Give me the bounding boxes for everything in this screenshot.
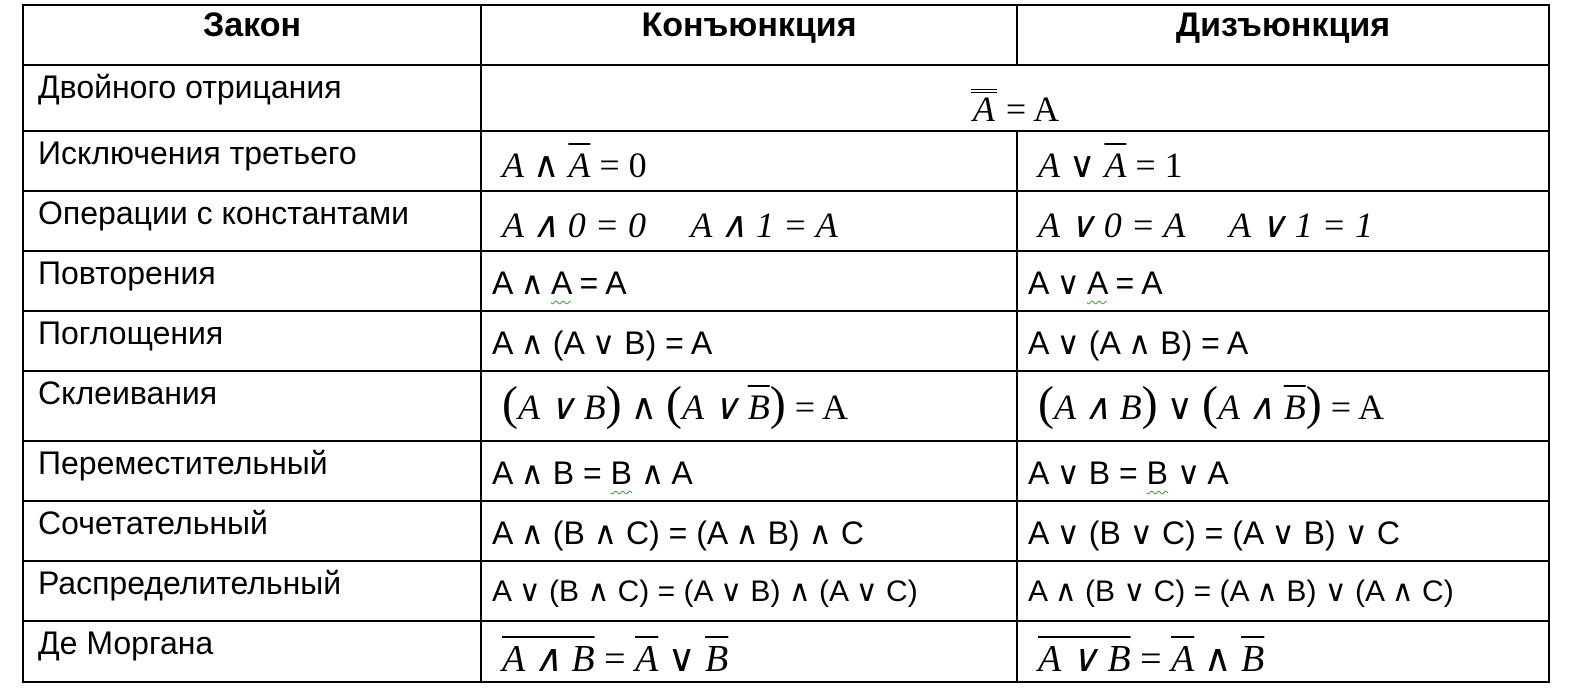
formula-conjunction: A ∧ A = A [481, 251, 1017, 311]
row-double-negation [23, 65, 1549, 131]
formula-disjunction: A ∨ $\overline{A} = 1$ [1017, 131, 1549, 191]
row-distributive [23, 561, 1549, 621]
row-excluded-middle [23, 131, 1549, 191]
law-name: Поглощения [23, 311, 481, 371]
header-disjunction: Дизъюнкция [1017, 5, 1549, 65]
formula-disjunction: (A ∧ B) ∨ (A ∧ $\overline{B}) = A$ [1017, 371, 1549, 441]
formula-disjunction: A ∨ B = B ∨ A [1017, 441, 1549, 501]
formula-conjunction: A ∧ (A ∨ B) = A [481, 311, 1017, 371]
law-name: Сочетательный [23, 501, 481, 561]
formula-disjunction: A ∨ (B ∨ C) = (A ∨ B) ∨ C [1017, 501, 1549, 561]
formula-disjunction: A ∨ A = A [1017, 251, 1549, 311]
row-de-morgan [23, 621, 1549, 682]
header-law: Закон [23, 5, 481, 65]
law-name: Де Моргана [23, 621, 481, 682]
law-name: Исключения третьего [23, 131, 481, 191]
law-name: Склеивания [23, 371, 481, 441]
law-name: Двойного отрицания [23, 65, 481, 131]
formula-conjunction: A ∨ (B ∧ C) = (A ∨ B) ∧ (A ∨ C) [481, 561, 1017, 621]
formula-conjunction: A ∧ B = B ∧ A [481, 441, 1017, 501]
row-associative [23, 501, 1549, 561]
row-commutative [23, 441, 1549, 501]
law-name: Операции с константами [23, 191, 481, 251]
law-name: Повторения [23, 251, 481, 311]
formula-conjunction: A ∧ (B ∧ C) = (A ∧ B) ∧ C [481, 501, 1017, 561]
formula-conjunction: A ∧ 0 = 0 A ∧ 1 = A [481, 191, 1017, 251]
formula-conjunction: A ∧ $\overline{A} = 0$ [481, 131, 1017, 191]
formula-disjunction: A ∨ $B = \overline{A}$ ∧ $\overline{B}$ [1017, 621, 1549, 682]
row-idempotence [23, 251, 1549, 311]
row-constants [23, 191, 1549, 251]
formula-disjunction: A ∧ (B ∨ C) = (A ∧ B) ∨ (A ∧ C) [1017, 561, 1549, 621]
law-name: Распределительный [23, 561, 481, 621]
formula-conjunction: (A ∨ B) ∧ (A ∨ $\overline{B}) = A$ [481, 371, 1017, 441]
law-name: Переместительный [23, 441, 481, 501]
formula-disjunction: A ∨ 0 = A A ∨ 1 = 1 [1017, 191, 1549, 251]
formula-conjunction: A ∧ $B = \overline{A}$ ∨ $\overline{B}$ [481, 621, 1017, 682]
row-absorption [23, 311, 1549, 371]
formula-disjunction: A ∨ (A ∧ B) = A [1017, 311, 1549, 371]
laws-table [22, 4, 1550, 683]
header-conjunction: Конъюнкция [481, 5, 1017, 65]
header-row [23, 5, 1549, 65]
row-gluing [23, 371, 1549, 441]
formula-double-negation: A = A [481, 65, 1549, 131]
